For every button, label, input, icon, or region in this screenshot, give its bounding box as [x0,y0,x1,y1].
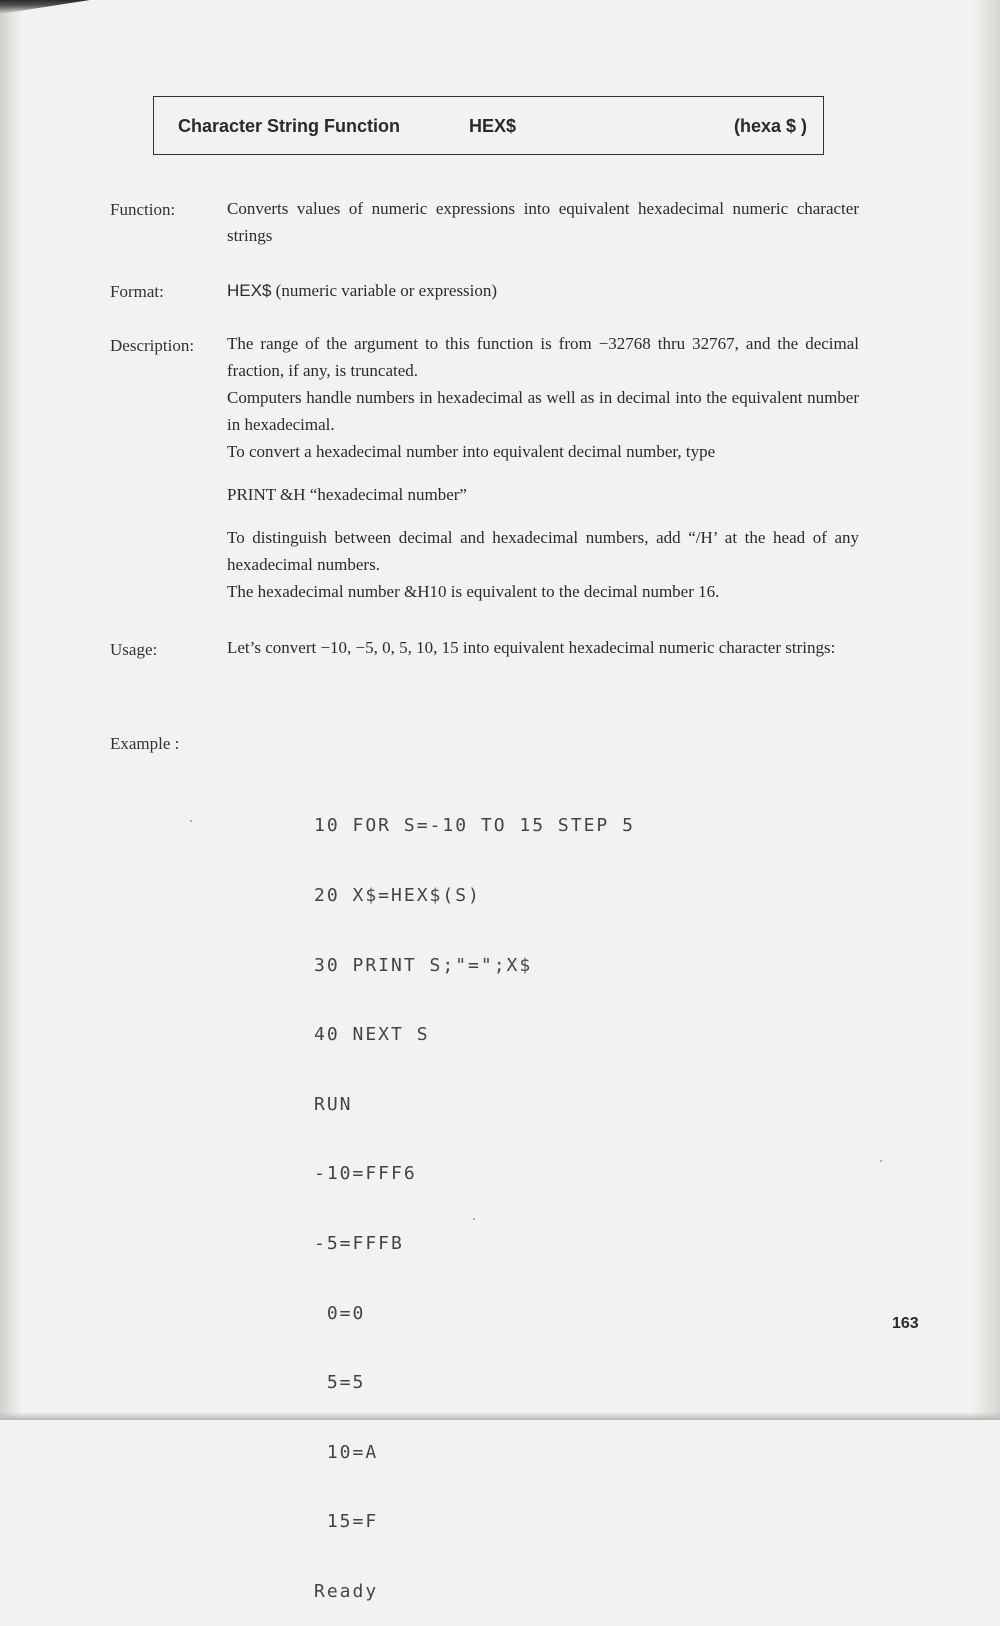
description-command: PRINT &H “hexadecimal number” [227,485,467,504]
output-line: 15=F [314,1511,379,1533]
description-paragraph: To distinguish between decimal and hexadecimal numbers, add “/H’ at the head of any hexadecimal numbers. [227,528,859,574]
header-pronunciation: (hexa $ ) [733,116,807,136]
output-line: 10=A [314,1441,379,1463]
output-line: 0=0 [314,1302,366,1324]
output-line: -5=FFFB [314,1232,404,1254]
page-edge-shadow [972,0,1000,1420]
function-header-box [153,96,824,155]
description-paragraph: The hexadecimal number &H10 is equivalent to the decimal number 16. [227,582,720,601]
usage-label: Usage: [110,640,158,659]
description-body [227,330,859,605]
format-keyword: HEX$ [227,281,272,300]
example-label: Example : [110,734,180,753]
format-text [227,277,859,304]
paper-speck [880,1160,882,1162]
page-gutter-shadow [0,0,22,1420]
description-paragraph: The range of the argument to this function is from −32768 thru 32767, and the decimal fraction, if any, is truncated. [227,334,859,380]
header-function-name: HEX$ [469,116,517,136]
page-corner-shadow [0,0,90,14]
description-paragraph: To convert a hexadecimal number into equivalent decimal number, type [227,442,716,461]
code-line: RUN [314,1093,353,1115]
usage-text: Let’s convert −10, −5, 0, 5, 10, 15 into equivalent hexadecimal numeric character strings: [227,638,836,657]
function-text: Converts values of numeric expressions into equivalent hexadecimal numeric character strings [227,199,859,245]
page-number: 163 [892,1315,919,1332]
code-line: 10 FOR S=-10 TO 15 STEP 5 [314,815,635,837]
output-line: -10=FFF6 [314,1163,417,1185]
function-label: Function: [110,200,176,219]
example-code-listing [314,768,635,1626]
format-syntax: (numeric variable or expression) [271,281,498,300]
code-line: 40 NEXT S [314,1024,430,1046]
paper-speck [190,820,192,822]
code-line: 20 X$=HEX$(S) [314,885,481,906]
format-label: Format: [110,282,164,301]
output-line: Ready [314,1580,379,1602]
header-category: Character String Function [178,116,401,136]
paper-speck [473,1218,475,1220]
code-line: 30 PRINT S;"=";X$ [314,954,533,976]
output-line: 5=5 [314,1372,366,1394]
description-paragraph: Computers handle numbers in hexadecimal as well as in decimal into the equivalent number in hexadecimal. [227,388,859,434]
description-label: Description: [110,336,195,355]
